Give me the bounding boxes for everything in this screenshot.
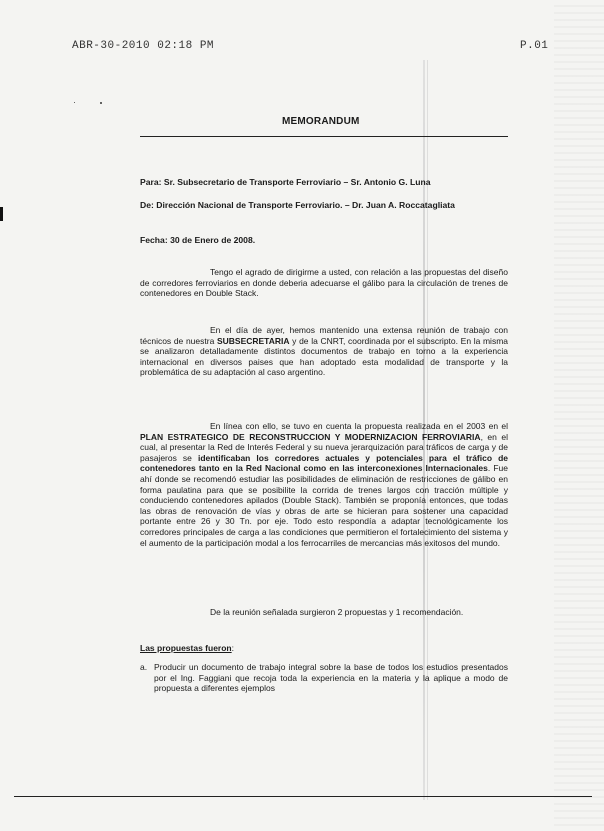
memo-title: MEMORANDUM bbox=[282, 116, 360, 127]
title-rule bbox=[140, 136, 508, 137]
paragraph-3-emphasis: identificaban los corredores actuales y potenciales para el tráfico de contenedores tanto en la Red Nacional como en las interconexiones Internacionales bbox=[140, 452, 509, 474]
proposals-heading bbox=[140, 643, 508, 654]
paragraph-2-emphasis: SUBSECRETARIA bbox=[216, 335, 290, 346]
fax-page-number: P.01 bbox=[520, 40, 549, 52]
bottom-rule bbox=[14, 796, 592, 797]
memo-from-value: Dirección Nacional de Transporte Ferroviario. – Dr. Juan A. Roccatagliata bbox=[156, 200, 455, 210]
paragraph-1-text: Tengo el agrado de dirigirme a usted, con relación a las propuestas del diseño de corredores ferroviarios en donde deberia adecuarse el gálibo para la circulación de trenes de contenedores en Double Stack. bbox=[140, 267, 508, 299]
paragraph-4 bbox=[140, 607, 508, 618]
margin-mark bbox=[0, 207, 3, 221]
proposal-item-text: Producir un documento de trabajo integral sobre la base de todos los estudios presentados por el Ing. Faggiani que recoja toda la experiencia en la materia y la aplique a modo de propuesta a diferentes ejemplos bbox=[154, 662, 508, 694]
memo-to bbox=[140, 177, 510, 188]
memo-date bbox=[140, 235, 510, 246]
paragraph-3-text-e: . Fue ahí donde se recomendó estudiar las posibilidades de eliminación de restricciones de gálibo en forma paulatina para que se posibilite la corrida de trenes largos con tracción múltiple y conduciendo contenedores apilados (Double Stack). También se proponía entonces, que todas las obras de renovación de vías y obras de arte se hicieran para sostener una capacidad portante entre 26 y 30 Tn. por eje. Todo esto respondía a adaptar tecnológicamente los corredores principales de carga a las condiciones que permitieron el fortalecimiento del sistema y el aumento de la participación modal a los ferrocarriles de mercancias más exitosos del mundo. bbox=[140, 463, 508, 548]
paragraph-2 bbox=[140, 325, 508, 378]
proposal-item-marker: a. bbox=[140, 662, 148, 672]
paragraph-3-plan-name: PLAN ESTRATEGICO DE RECONSTRUCCION Y MODERNIZACION FERROVIARIA bbox=[140, 431, 481, 442]
proposal-item-a bbox=[140, 662, 508, 694]
paragraph-2-text-c: y de la CNRT, coordinada por el subscripto. En la misma se analizaron detalladamente distintos documentos de trabajo en torno a la experiencia internacional en diversos paises que han adoptado esta modalidad de transporte y la problemática de su adaptación al caso argentino. bbox=[140, 335, 508, 378]
memo-to-label: Para: bbox=[140, 177, 162, 187]
paragraph-3 bbox=[140, 421, 508, 548]
fax-timestamp: ABR-30-2010 02:18 PM bbox=[72, 40, 215, 52]
memo-to-value: Sr. Subsecretario de Transporte Ferroviario – Sr. Antonio G. Luna bbox=[163, 177, 431, 187]
scan-noise bbox=[554, 0, 604, 831]
paragraph-3-text-a: En línea con ello, se tuvo en cuenta la propuesta realizada en el 2003 en el bbox=[210, 421, 508, 431]
proposals-heading-text: Las propuestas fueron bbox=[140, 643, 232, 653]
paragraph-1 bbox=[140, 267, 508, 299]
paragraph-2-text-a: En el día de ayer, hemos mantenido una extensa reunión de trabajo con técnicos de nuestra bbox=[140, 325, 508, 346]
paragraph-3-text-c: , en el cual, al presentar la Red de Interés Federal y su nueva jerarquización para tráficos de carga y de pasajeros se bbox=[140, 431, 508, 463]
scan-speck bbox=[100, 102, 102, 104]
memo-from bbox=[140, 200, 470, 211]
scan-speck bbox=[74, 102, 75, 103]
memo-date-value: 30 de Enero de 2008. bbox=[170, 235, 256, 245]
memo-from-label: De: bbox=[140, 200, 154, 210]
paragraph-4-text: De la reunión señalada surgieron 2 propuestas y 1 recomendación. bbox=[210, 607, 464, 617]
memo-date-label: Fecha: bbox=[140, 235, 168, 245]
proposals-heading-colon: : bbox=[231, 643, 235, 653]
